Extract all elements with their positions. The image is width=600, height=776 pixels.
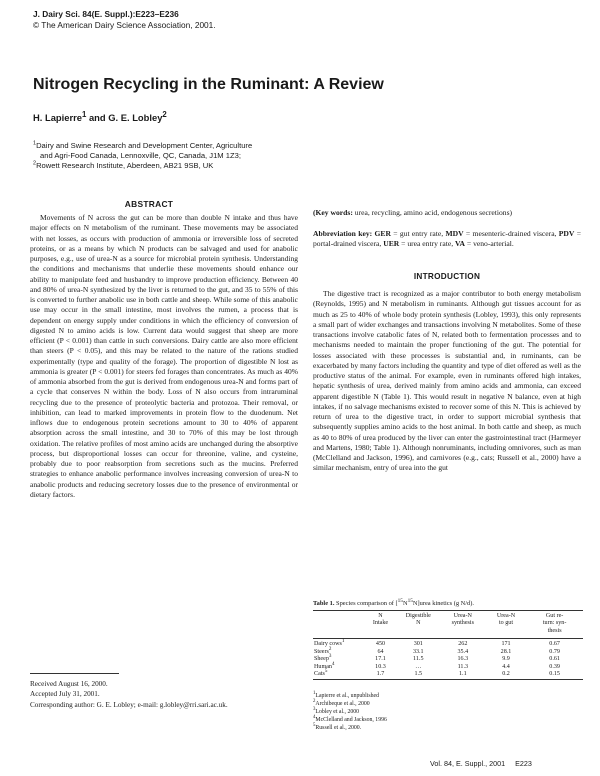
species-cell: Human$^4$: [314, 660, 335, 670]
article-notes: [30, 679, 298, 710]
table-row: [313, 656, 583, 663]
table-cell: 16.3: [457, 656, 469, 663]
table-header-cell: Urea-N to gut: [486, 611, 527, 639]
table-cell: 33.1: [412, 648, 424, 655]
affiliation-line: $^2$Rowett Research Institute, Aberdeen, AB21 9SB, UK: [33, 160, 214, 170]
copyright-line: © The American Dairy Science Association, 2001.: [33, 20, 216, 30]
table-header-cell: Urea-N synthesis: [440, 611, 486, 639]
table-cell: …: [415, 663, 422, 670]
table-cell: 0.79: [549, 648, 560, 655]
abbreviation-key: Abbreviation key: GER = gut entry rate, MDV = mesenteric-drained viscera, PDV = portal-drained viscera, UER = urea entry rate, VA = veno-arterial.: [313, 229, 582, 249]
affiliation-line: $^1$Dairy and Swine Research and Development Center, Agriculture: [33, 140, 253, 150]
table-cell: 11.5: [413, 656, 424, 663]
table-row: [313, 649, 583, 656]
species-cell: Dairy cows$^1$: [314, 638, 345, 648]
species-cell: Steers$^2$: [314, 645, 332, 655]
table-header-cell: Gut re- turn: syn- thesis: [526, 611, 583, 639]
abbreviation-term: GER: [374, 229, 391, 238]
table-footnote: $^4$McClelland and Jackson, 1996: [313, 715, 387, 724]
affiliation-mark: 2: [33, 160, 37, 167]
author-name: G. E. Lobley: [108, 112, 163, 123]
abbreviation-term: PDV: [558, 229, 575, 238]
urea-kinetics-table: [313, 610, 583, 680]
paper-title: Nitrogen Recycling in the Ruminant: A Review: [33, 76, 384, 93]
keywords: [313, 208, 581, 218]
journal-header: [33, 9, 333, 31]
keywords-label: (Key words:: [313, 208, 353, 217]
affiliation-mark: 1: [33, 140, 37, 147]
table-cell: 1.1: [440, 671, 486, 680]
table-label: Table 1.: [313, 600, 335, 607]
table-cell: 301: [413, 641, 423, 648]
species-cell: Sheep$^3$: [314, 653, 332, 663]
table-row: [313, 664, 583, 671]
abbreviation-label: Abbreviation key:: [313, 229, 373, 238]
table-footnote: $^1$Lapierre et al., unpublished: [313, 691, 380, 699]
introduction-heading: INTRODUCTION: [413, 272, 481, 281]
table-header-cell: Digestible N: [397, 611, 440, 639]
table-cell: 450: [375, 641, 386, 648]
received-date: Received August 16, 2000.: [30, 680, 108, 688]
table-cell: 171: [501, 641, 511, 648]
accepted-date: Accepted July 31, 2001.: [30, 690, 100, 699]
author-affiliation-mark: 2: [162, 109, 167, 119]
author-name: H. Lapierre: [33, 112, 82, 123]
table-row: [313, 671, 583, 680]
abbreviation-term: VA: [455, 239, 465, 249]
table-caption: Table 1. Species comparison of $[^{15}N^{15}N]urea$ kinetics (g N/d).: [313, 597, 474, 607]
journal-reference: J. Dairy Sci. 84(E. Suppl.):E223–E236: [33, 9, 179, 19]
abstract-body: Movements of N across the gut can be more than double N intake and thus have major effects on N metabolism of the ruminant. These movements may be associated with net losses, as occurs with production of ammonia or irreversible loss of secreted proteins, or as a means by which N products can be salvaged and used for anabolic purposes, e.g., use of urea-N as a source for microbial protein synthesis. Understanding the conditions and mechanisms that underlie these movements should enhance our ability to manipulate feed and husbandry to improve production efficiency. Between 40 and 80% of urea-N synthesized by the liver is returned to the gut, and 35 to 55% of this is converted to further anabolic use in both cattle and sheep. While some of this anabolic use may occur in the small intestine, most involves the rumen, a process that is dependent on energy supply under conditions in which the efficiency of conversion of digested N to amino acids is low. Current data would suggest that sheep are more efficient (P < 0.001) than cattle in such conversions. Dairy cattle are also more efficient than steers (P < 0.05), and this may be related to the nature of the rations studied experimentally (type and quality of the forage). The proportion of digestible N lost as ammonia is greater (P < 0.001) for steers fed forages than concentrates. As much as 40% of ammonia absorbed from the gut is derived from endogenous urea-N and forms part of a cycle that conserves N within the body. Loss of N also occurs from intraruminal recycling due to the presence of proteolytic bacteria and protozoa. Their removal, or inhibition, can lead to marked improvements in protein flow to the duodenum. Net inflows due to endogenous protein secretions amount to 30 to 40% of apparent absorption across the small intestine, and 30 to 70% of this may be lost through oxidation. The relative profiles of most amino acids are unchanged during the absorptive process, but disproportional losses can occur for threonine, valine, and cysteine, probably due to poor reabsorption from secretions such as the mucins. Preferred strategies to enhance anabolic performance involves increasing conversion of urea-N to anabolic products and reducing secretory losses due to the presence of environmental or dietary factors.: [30, 213, 298, 499]
table-cell: 0.2: [486, 671, 527, 680]
author-list: [33, 109, 167, 123]
table-cell: 1.5: [397, 671, 440, 680]
table-cell: 262: [458, 641, 468, 648]
author-separator: and: [86, 112, 109, 123]
table-cell: 0.15: [526, 671, 583, 680]
table-cell: 0.61: [549, 656, 560, 663]
table-cell: 9.9: [502, 656, 510, 663]
abbreviation-term: MDV: [445, 229, 464, 238]
table-header-row: [313, 611, 583, 639]
table-footnote: $^5$Russell et al., 2000.: [313, 723, 362, 732]
table-cell: 35.4: [457, 648, 469, 655]
table-cell: 0.67: [549, 641, 560, 648]
page-footer: [430, 759, 532, 768]
table-cell: 10.3: [375, 663, 386, 670]
table-footnotes: [313, 692, 583, 732]
table-row: [313, 639, 583, 649]
page-number: E223: [515, 759, 532, 768]
table-cell: 0.39: [549, 663, 560, 670]
table-cell: 4.4: [502, 663, 510, 670]
affiliation-line: and Agri-Food Canada, Lennoxville, QC, Canada, J1M 1Z3;: [40, 151, 241, 160]
keywords-text: urea, recycling, amino acid, endogenous secretions): [352, 208, 513, 217]
table-cell: 17.1: [375, 656, 386, 663]
abstract-heading: ABSTRACT: [124, 199, 174, 209]
table-header-cell: [313, 611, 364, 639]
abbreviation-term: UER: [383, 239, 400, 249]
table-footnote: $^3$Lobley et al., 2000: [313, 707, 360, 716]
corresponding-author: Corresponding author: G. E. Lobley; e-mail: g.lobley@rri.sari.ac.uk.: [30, 700, 228, 709]
table-header-cell: N Intake: [364, 611, 396, 639]
table-cell: 28.1: [500, 648, 512, 655]
table-cell: 11.3: [457, 663, 469, 670]
table-cell: 64: [377, 648, 384, 655]
affiliations: [33, 141, 333, 171]
table-cell: 1.7: [364, 671, 396, 680]
footnote-divider: [30, 673, 119, 674]
species-cell: Cats$^5$: [313, 671, 364, 680]
introduction-body: The digestive tract is recognized as a major contributor to both energy metabolism (Reynolds, 1995) and N metabolism in ruminants. Although gut tissues account for as much as 25 to 40% of whole body protein synthesis (Lobley, 1993), this only represents a small part of wider exchanges and transactions involving N metabolites. Some of these transactions involve catabolic fates of N, related both to fermentation processes and to mechanisms needed to maintain the proper functioning of the gut. The potential for losses associated with these processes is substantial and, in ruminants, can be exacerbated by many factors including the quantity and type of diet offered as well as the productive status of the animal. For example, even in ruminants offered high intakes, hepatic synthesis of urea, derived mainly from amino acids and ammonia, can exceed apparent digestible N (Table 1). This would result in negative N balance, even at high intakes, if no salvage mechanisms existed to recover some of this N. This is achieved by return of urea to the digestive tract, in order to support microbial synthesis that subsequently supplies amino acids to the host animal. In both cattle and sheep, as much as 40 to 80% of urea produced by the liver can enter the gastrointestinal tract (Harmeyer and Martens, 1980; Table 1). Although nonruminants, including omnivores, such as man (McClelland and Jackson, 1996), and carnivores (e.g., cats; Russell et al., 2000) have a similar mechanism, entry of urea into the gut: [313, 289, 581, 473]
table-footnote: $^2$Archibeque et al., 2000: [313, 699, 370, 708]
footer-volume: Vol. 84, E. Suppl., 2001: [430, 759, 506, 768]
author-affiliation-mark: 1: [81, 109, 87, 119]
